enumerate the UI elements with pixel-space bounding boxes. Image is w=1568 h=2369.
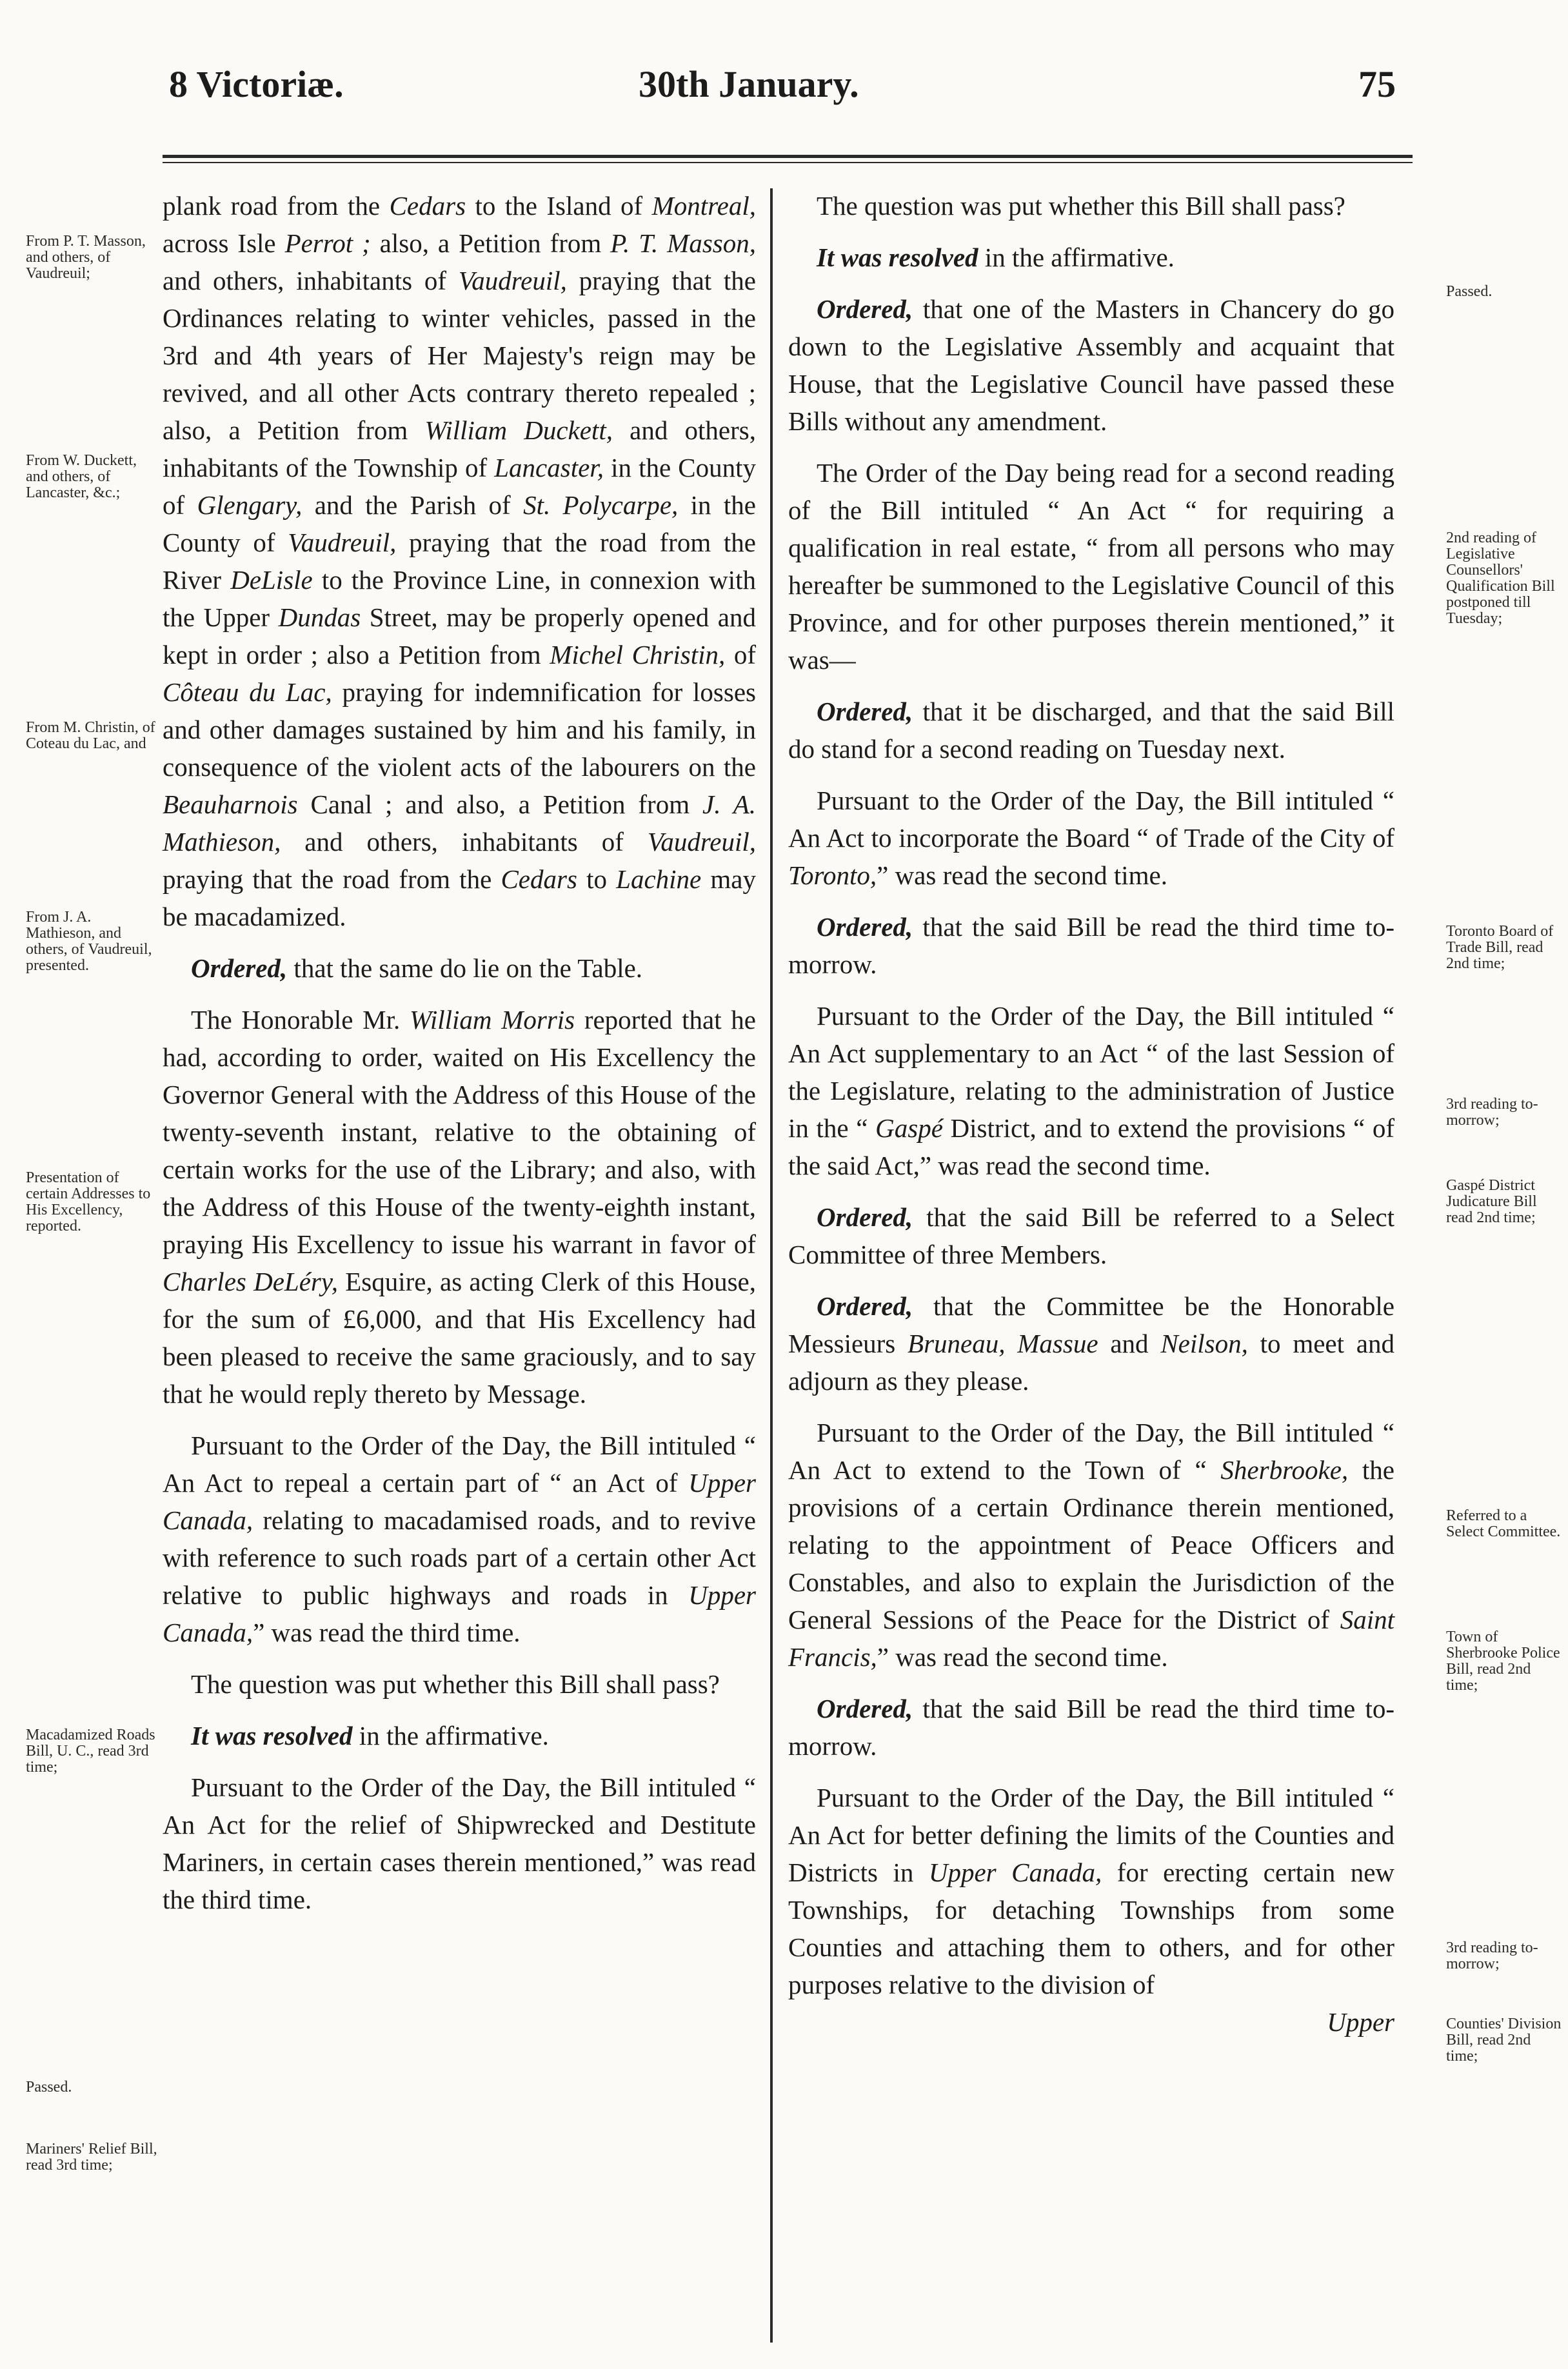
bill-paragraph: Pursuant to the Order of the Day, the Bill intituled “ An Act to incorporate the Board “ of Trade of the City of Toronto,” was read the second time. (788, 786, 1394, 890)
running-head-session: 8 Victoriæ. (169, 63, 344, 105)
margin-note: Toronto Board of Trade Bill, read 2nd time; (1446, 923, 1554, 972)
order-paragraph: Ordered, that the same do lie on the Table. (191, 953, 643, 983)
resolution-paragraph: It was resolved in the affirmative. (191, 1721, 549, 1750)
order-paragraph: Ordered, that the said Bill be read the third time to-morrow. (788, 912, 1394, 979)
margin-note: Passed. (1446, 283, 1493, 300)
bill-paragraph: Pursuant to the Order of the Day, the Bill intituled “ An Act to extend to the Town of “ Sherbrooke, the provisions of a certain Ordinance therein mentioned, relating to the appointment of Peace Officers and Constables, and also to explain the Jurisdiction of the General Sessions of the Peace for the District of Saint Francis,” was read the second time. (788, 1418, 1395, 1672)
order-paragraph: Ordered, that the said Bill be read the third time to-morrow. (788, 1694, 1394, 1761)
margin-note: Town of Sherbrooke Police Bill, read 2nd time; (1446, 1629, 1560, 1694)
margin-note: Macadamized Roads Bill, U. C., read 3rd time; (26, 1727, 155, 1776)
margin-note: From J. A. Mathieson, and others, of Vaudreuil, presented. (26, 909, 152, 974)
column-divider (770, 188, 773, 2343)
question-paragraph: The question was put whether this Bill shall pass? (817, 191, 1345, 221)
bill-paragraph: Pursuant to the Order of the Day, the Bill intituled “ An Act for better defining the limits of the Counties and Districts in Upper Canada, for erecting certain new Townships, for detaching Townships from some Counties and attaching them to others, and for other purposes relative to the division of (788, 1783, 1395, 1999)
margin-note: Presentation of certain Addresses to His Excellency, reported. (26, 1169, 151, 1234)
margin-note: From P. T. Masson, and others, of Vaudreuil; (26, 233, 146, 282)
bill-paragraph: Pursuant to the Order of the Day, the Bill intituled “ An Act supplementary to an Act “ of the last Session of the Legislature, relating to the administration of Justice in the “ Gaspé District, and to extend the provisions “ of the said Act,” was read the second time. (788, 1001, 1394, 1180)
order-paragraph: Ordered, that one of the Masters in Chancery do go down to the Legislative Assembly and acquaint that House, that the Legislative Council have passed these Bills without any amendment. (788, 294, 1394, 436)
header-rule-thin (163, 162, 1413, 163)
bill-paragraph: Pursuant to the Order of the Day, the Bill intituled “ An Act for the relief of Shipwrecked and Destitute Mariners, in certain cases therein mentioned,” was read the third time. (163, 1772, 756, 1914)
order-paragraph: Ordered, that it be discharged, and that the said Bill do stand for a second reading on Tuesday next. (788, 697, 1394, 764)
bill-paragraph: The Order of the Day being read for a second reading of the Bill intituled “ An Act “ for requiring a qualification in real estate, “ from all persons who may hereafter be summoned to the Legislative Council of this Province, and for other purposes therein mentioned,” it was— (788, 458, 1394, 675)
page-number: 75 (1358, 63, 1396, 105)
margin-note: 3rd reading to-morrow; (1446, 1939, 1538, 1972)
question-paragraph: The question was put whether this Bill shall pass? (191, 1669, 720, 1699)
bill-paragraph: Pursuant to the Order of the Day, the Bill intituled “ An Act to repeal a certain part of “ an Act of Upper Canada, relating to macadamised roads, and to revive with reference to such roads part of a certain other Act relative to public highways and roads in Upper Canada,” was read the third time. (163, 1431, 756, 1647)
margin-note: From W. Duckett, and others, of Lancaster, &c.; (26, 452, 137, 501)
report-paragraph: The Honorable Mr. William Morris reported that he had, according to order, waited on His Excellency the Governor General with the Address of this House of the twenty-seventh instant, relative to the obtaining of certain works for the use of the Library; and also, with the Address of this House of the twenty-eighth instant, praying His Excellency to issue his warrant in favor of Charles DeLéry, Esquire, as acting Clerk of this House, for the sum of £6,000, and that His Excellency had been pleased to receive the same graciously, and to say that he would reply thereto by Message. (163, 1005, 756, 1409)
resolution-paragraph: It was resolved in the affirmative. (817, 243, 1175, 272)
left-column (163, 187, 756, 1932)
margin-note: Counties' Division Bill, read 2nd time; (1446, 2016, 1562, 2065)
petitions-paragraph: plank road from the Cedars to the Island of Montreal, across Isle Perrot ; also, a Petition from P. T. Masson, and others, inhabitants of Vaudreuil, praying that the Ordinances relating to winter vehicles, passed in the 3rd and 4th years of Her Majesty's reign may be revived, and all other Acts contrary thereto repealed ; also, a Petition from William Duckett, and others, inhabitants of the Township of Lancaster, in the County of Glengary, and the Parish of St. Polycarpe, in the County of Vaudreuil, praying that the road from the River DeLisle to the Province Line, in connexion with the Upper Dundas Street, may be properly opened and kept in order ; also a Petition from Michel Christin, of Côteau du Lac, praying for indemnification for losses and other damages sustained by him and his family, in consequence of the violent acts of the labourers on the Beauharnois Canal ; and also, a Petition from J. A. Mathieson, and others, inhabitants of Vaudreuil, praying that the road from the Cedars to Lachine may be macadamized. (163, 191, 757, 931)
margin-note: 3rd reading to-morrow; (1446, 1096, 1538, 1129)
margin-note: Gaspé District Judicature Bill read 2nd time; (1446, 1177, 1537, 1226)
margin-note: Mariners' Relief Bill, read 3rd time; (26, 2141, 157, 2174)
right-column (788, 187, 1394, 2041)
order-paragraph: Ordered, that the Committee be the Honorable Messieurs Bruneau, Massue and Neilson, to meet and adjourn as they please. (788, 1291, 1394, 1396)
margin-note: 2nd reading of Legislative Counsellors' Qualification Bill postponed till Tuesday; (1446, 530, 1555, 627)
catchword: Upper (1327, 2007, 1394, 2037)
header-rule-thick (163, 155, 1413, 158)
order-paragraph: Ordered, that the said Bill be referred to a Select Committee of three Members. (788, 1202, 1394, 1269)
margin-note: From M. Christin, of Coteau du Lac, and (26, 719, 155, 752)
running-head-date: 30th January. (639, 63, 859, 105)
margin-note: Referred to a Select Committee. (1446, 1507, 1561, 1540)
margin-note: Passed. (26, 2079, 72, 2096)
